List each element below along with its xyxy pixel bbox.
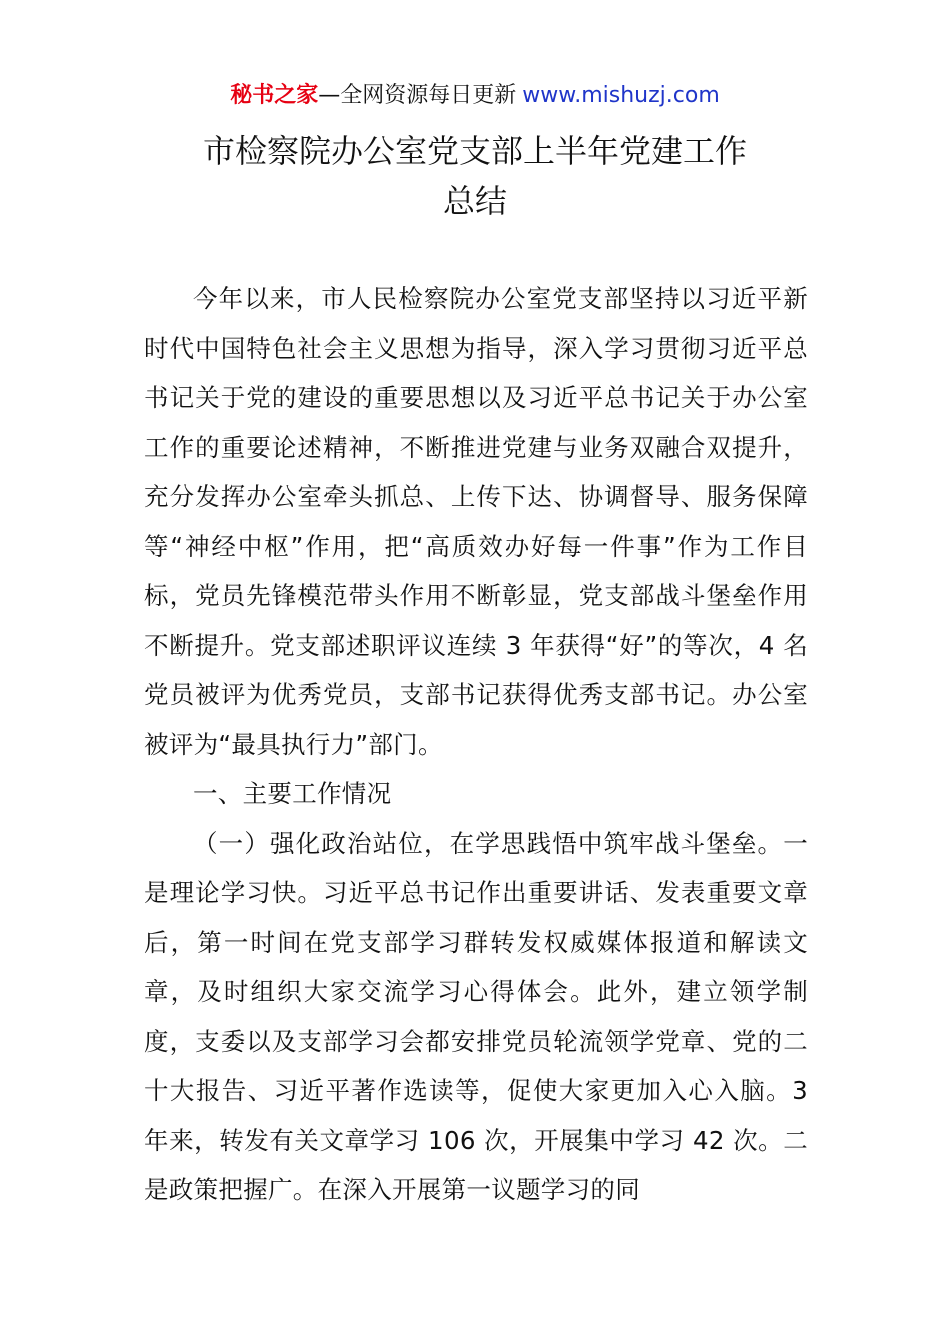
subsection-paragraph: （一）强化政治站位，在学思践悟中筑牢战斗堡垒。一是理论学习快。习近平总书记作出重要讲话、发表重要文章后，第一时间在党支部学习群转发权威媒体报道和解读文章，及时组织大家交流学习心得体会。此外，建立领学制度，支委以及支部学习会都安排党员轮流领学党章、党的二十大报告、习近平著作选读等，促使大家更加入心入脑。3 年来，转发有关文章学习 106 次，开展集中学习 42 次。二是政策把握广。在深入开展第一议题学习的同: [144, 828, 808, 1204]
banner-slogan: —全网资源每日更新: [318, 83, 517, 108]
title-line-2: 总结: [442, 182, 507, 220]
title-line-1: 市检察院办公室党支部上半年党建工作: [202, 132, 747, 170]
document-body: [144, 274, 808, 1215]
site-banner: [0, 80, 950, 112]
banner-url[interactable]: www.mishuzj.com: [522, 83, 720, 108]
intro-paragraph: 今年以来，市人民检察院办公室党支部坚持以习近平新时代中国特色社会主义思想为指导，深入学习贯彻习近平总书记关于党的建设的重要思想以及习近平总书记关于办公室工作的重要论述精神，不断推进党建与业务双融合双提升，充分发挥办公室牵头抓总、上传下达、协调督导、服务保障等“神经中枢”作用，把“高质效办好每一件事”作为工作目标，党员先锋模范带头作用不断彰显，党支部战斗堡垒作用不断提升。党支部述职评议连续 3 年获得“好”的等次，4 名党员被评为优秀党员，支部书记获得优秀支部书记。办公室被评为“最具执行力”部门。: [144, 284, 808, 759]
banner-brand: 秘书之家: [230, 83, 319, 108]
section-heading: 一、主要工作情况: [193, 779, 392, 808]
document-title: [0, 126, 950, 226]
